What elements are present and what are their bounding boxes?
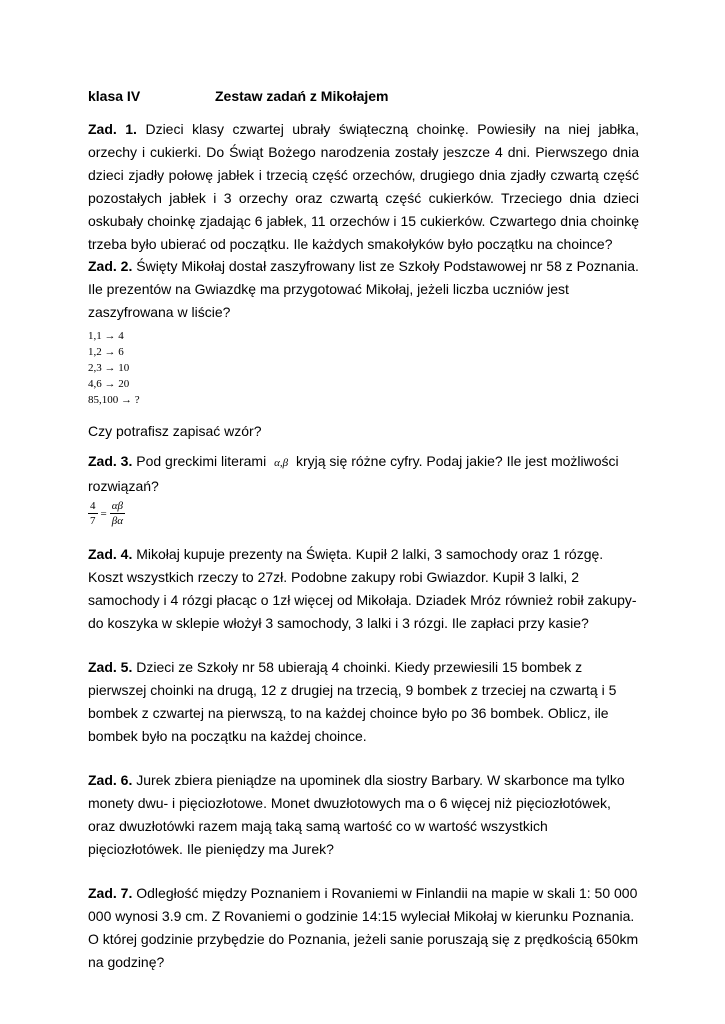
task-1-label: Zad. 1.: [88, 121, 137, 137]
task-5-label: Zad. 5.: [88, 659, 133, 675]
task-6: [88, 769, 639, 861]
task-7: [88, 882, 639, 974]
cipher-row: 2,3 → 10: [88, 362, 130, 374]
task-7-label: Zad. 7.: [88, 885, 133, 901]
equals-sign: =: [100, 507, 107, 520]
greek-symbols: α,β: [274, 457, 289, 469]
fraction-left: [88, 500, 98, 527]
task-3-label: Zad. 3.: [88, 453, 133, 469]
fraction-right: [110, 500, 125, 527]
cipher-sequence: [88, 328, 140, 408]
task-5-text: Dzieci ze Szkoły nr 58 ubierają 4 choinki. Kiedy przewiesili 15 bombek z pierwszej choinki na drugą, 12 z drugiej na trzecią, 9 bombek z trzeciej na czwartą i 5 bombek z czwartej na pierwszą, to na każdej choince było po 36 bombek. Oblicz, ile bombek było na początku na każdej choince.: [88, 659, 617, 744]
task-7-text: Odległość między Poznaniem i Rovaniemi w Finlandii na mapie w skali 1: 50 000 000 wynosi 3.9 cm. Z Rovaniemi o godzinie 14:15 wyleciał Mikołaj w kierunku Poznania. O której godzinie przybędzie do Poznania, jeżeli sanie poruszają się z prędkością 650km na godzinę?: [88, 885, 639, 970]
cipher-row: 4,6 → 20: [88, 378, 130, 390]
grade-label: klasa IV: [88, 88, 141, 104]
fraction-right-denominator: βα: [111, 515, 123, 527]
fraction-left-denominator: 7: [90, 515, 96, 527]
task-4-text: Mikołaj kupuje prezenty na Święta. Kupił 2 lalki, 3 samochody oraz 1 rózgę. Koszt wszystkich rzeczy to 27zł. Podobne zakupy robi Gwiazdor. Kupił 3 lalki, 2 samochody i 4 rózgi płacąc o 1zł więcej od Mikołaja. Dziadek Mróz również robił zakupy- do koszyka w sklepie włożył 3 samochody, 3 lalki i 3 rózgi. Ile zapłaci przy kasie?: [88, 546, 637, 631]
fraction-left-numerator: 4: [90, 500, 96, 512]
task-1-text: Dzieci klasy czwartej ubrały świąteczną choinkę. Powiesiły na niej jabłka, orzechy i cukierki. Do Świąt Bożego narodzenia zostały jeszcze 4 dni. Pierwszego dnia dzieci zjadły połowę jabłek i trzecią część orzechów, drugiego dnia zjadły czwartą część pozostałych jabłek i 3 orzechy oraz czwartą część cukierków. Trzeciego dnia dzieci oskubały choinkę zjadając 6 jabłek, 11 orzechów i 15 cukierków. Czwartego dnia choinkę trzeba było ubierać od początku. Ile każdych smakołyków było początku na choince?: [88, 121, 639, 252]
task-2-followup: Czy potrafisz zapisać wzór?: [88, 423, 262, 439]
fraction-right-numerator: αβ: [111, 500, 123, 512]
task-5: [88, 656, 639, 748]
fraction-equation: [88, 500, 125, 527]
task-4: [88, 543, 639, 635]
task-4-label: Zad. 4.: [88, 546, 133, 562]
task-1: [88, 118, 639, 256]
cipher-row: 1,1 → 4: [88, 330, 124, 342]
task-3-text-after: kryją się różne cyfry. Podaj jakie? Ile jest możliwości rozwiązań?: [88, 453, 619, 494]
cipher-row: 85,100 → ?: [88, 394, 140, 406]
document-title: Zestaw zadań z Mikołajem: [215, 88, 389, 104]
task-2-label: Zad. 2.: [88, 258, 133, 274]
cipher-row: 1,2 → 6: [88, 346, 124, 358]
task-2: [88, 255, 639, 324]
document-header: [88, 88, 389, 104]
task-6-label: Zad. 6.: [88, 772, 133, 788]
task-2-text: Święty Mikołaj dostał zaszyfrowany list ze Szkoły Podstawowej nr 58 z Poznania. Ile prezentów na Gwiazdkę ma przygotować Mikołaj, jeżeli liczba uczniów jest zaszyfrowana w liście?: [88, 258, 639, 320]
task-6-text: Jurek zbiera pieniądze na upominek dla siostry Barbary. W skarbonce ma tylko monety dwu- i pięciozłotowe. Monet dwuzłotowych ma o 6 więcej niż pięciozłotówek, oraz dwuzłotówki razem mają taką samą wartość co w wartość wszystkich pięciozłotówek. Ile pieniędzy ma Jurek?: [88, 772, 625, 857]
task-3: [88, 450, 639, 498]
task-3-text-before: Pod greckimi literami: [136, 453, 267, 469]
